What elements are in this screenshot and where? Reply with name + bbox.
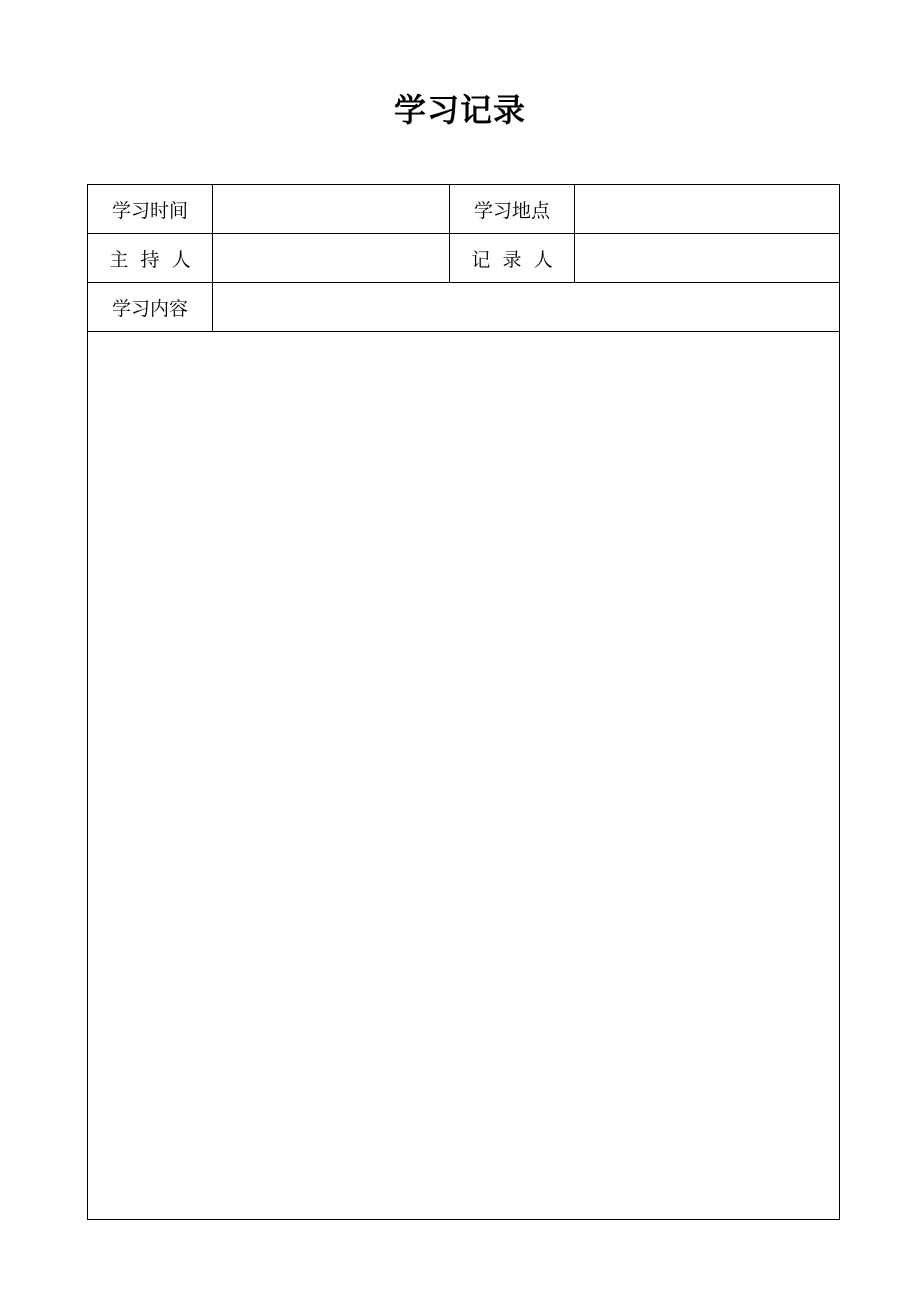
content-body-row xyxy=(88,332,840,1220)
study-record-form xyxy=(87,184,840,1220)
study-time-field[interactable] xyxy=(213,185,450,234)
study-time-row xyxy=(88,185,840,234)
study-time-label: 学习时间 xyxy=(88,185,213,234)
host-field[interactable] xyxy=(213,234,450,283)
recorder-field[interactable] xyxy=(575,234,840,283)
host-label: 主 持 人 xyxy=(88,234,213,283)
recorder-label: 记 录 人 xyxy=(450,234,575,283)
host-row xyxy=(88,234,840,283)
content-label: 学习内容 xyxy=(88,283,213,332)
content-body-area[interactable] xyxy=(88,332,840,1220)
content-title-row xyxy=(88,283,840,332)
page-title: 学习记录 xyxy=(393,91,526,129)
content-title-field[interactable] xyxy=(213,283,840,332)
study-location-field[interactable] xyxy=(575,185,840,234)
study-location-label: 学习地点 xyxy=(450,185,575,234)
